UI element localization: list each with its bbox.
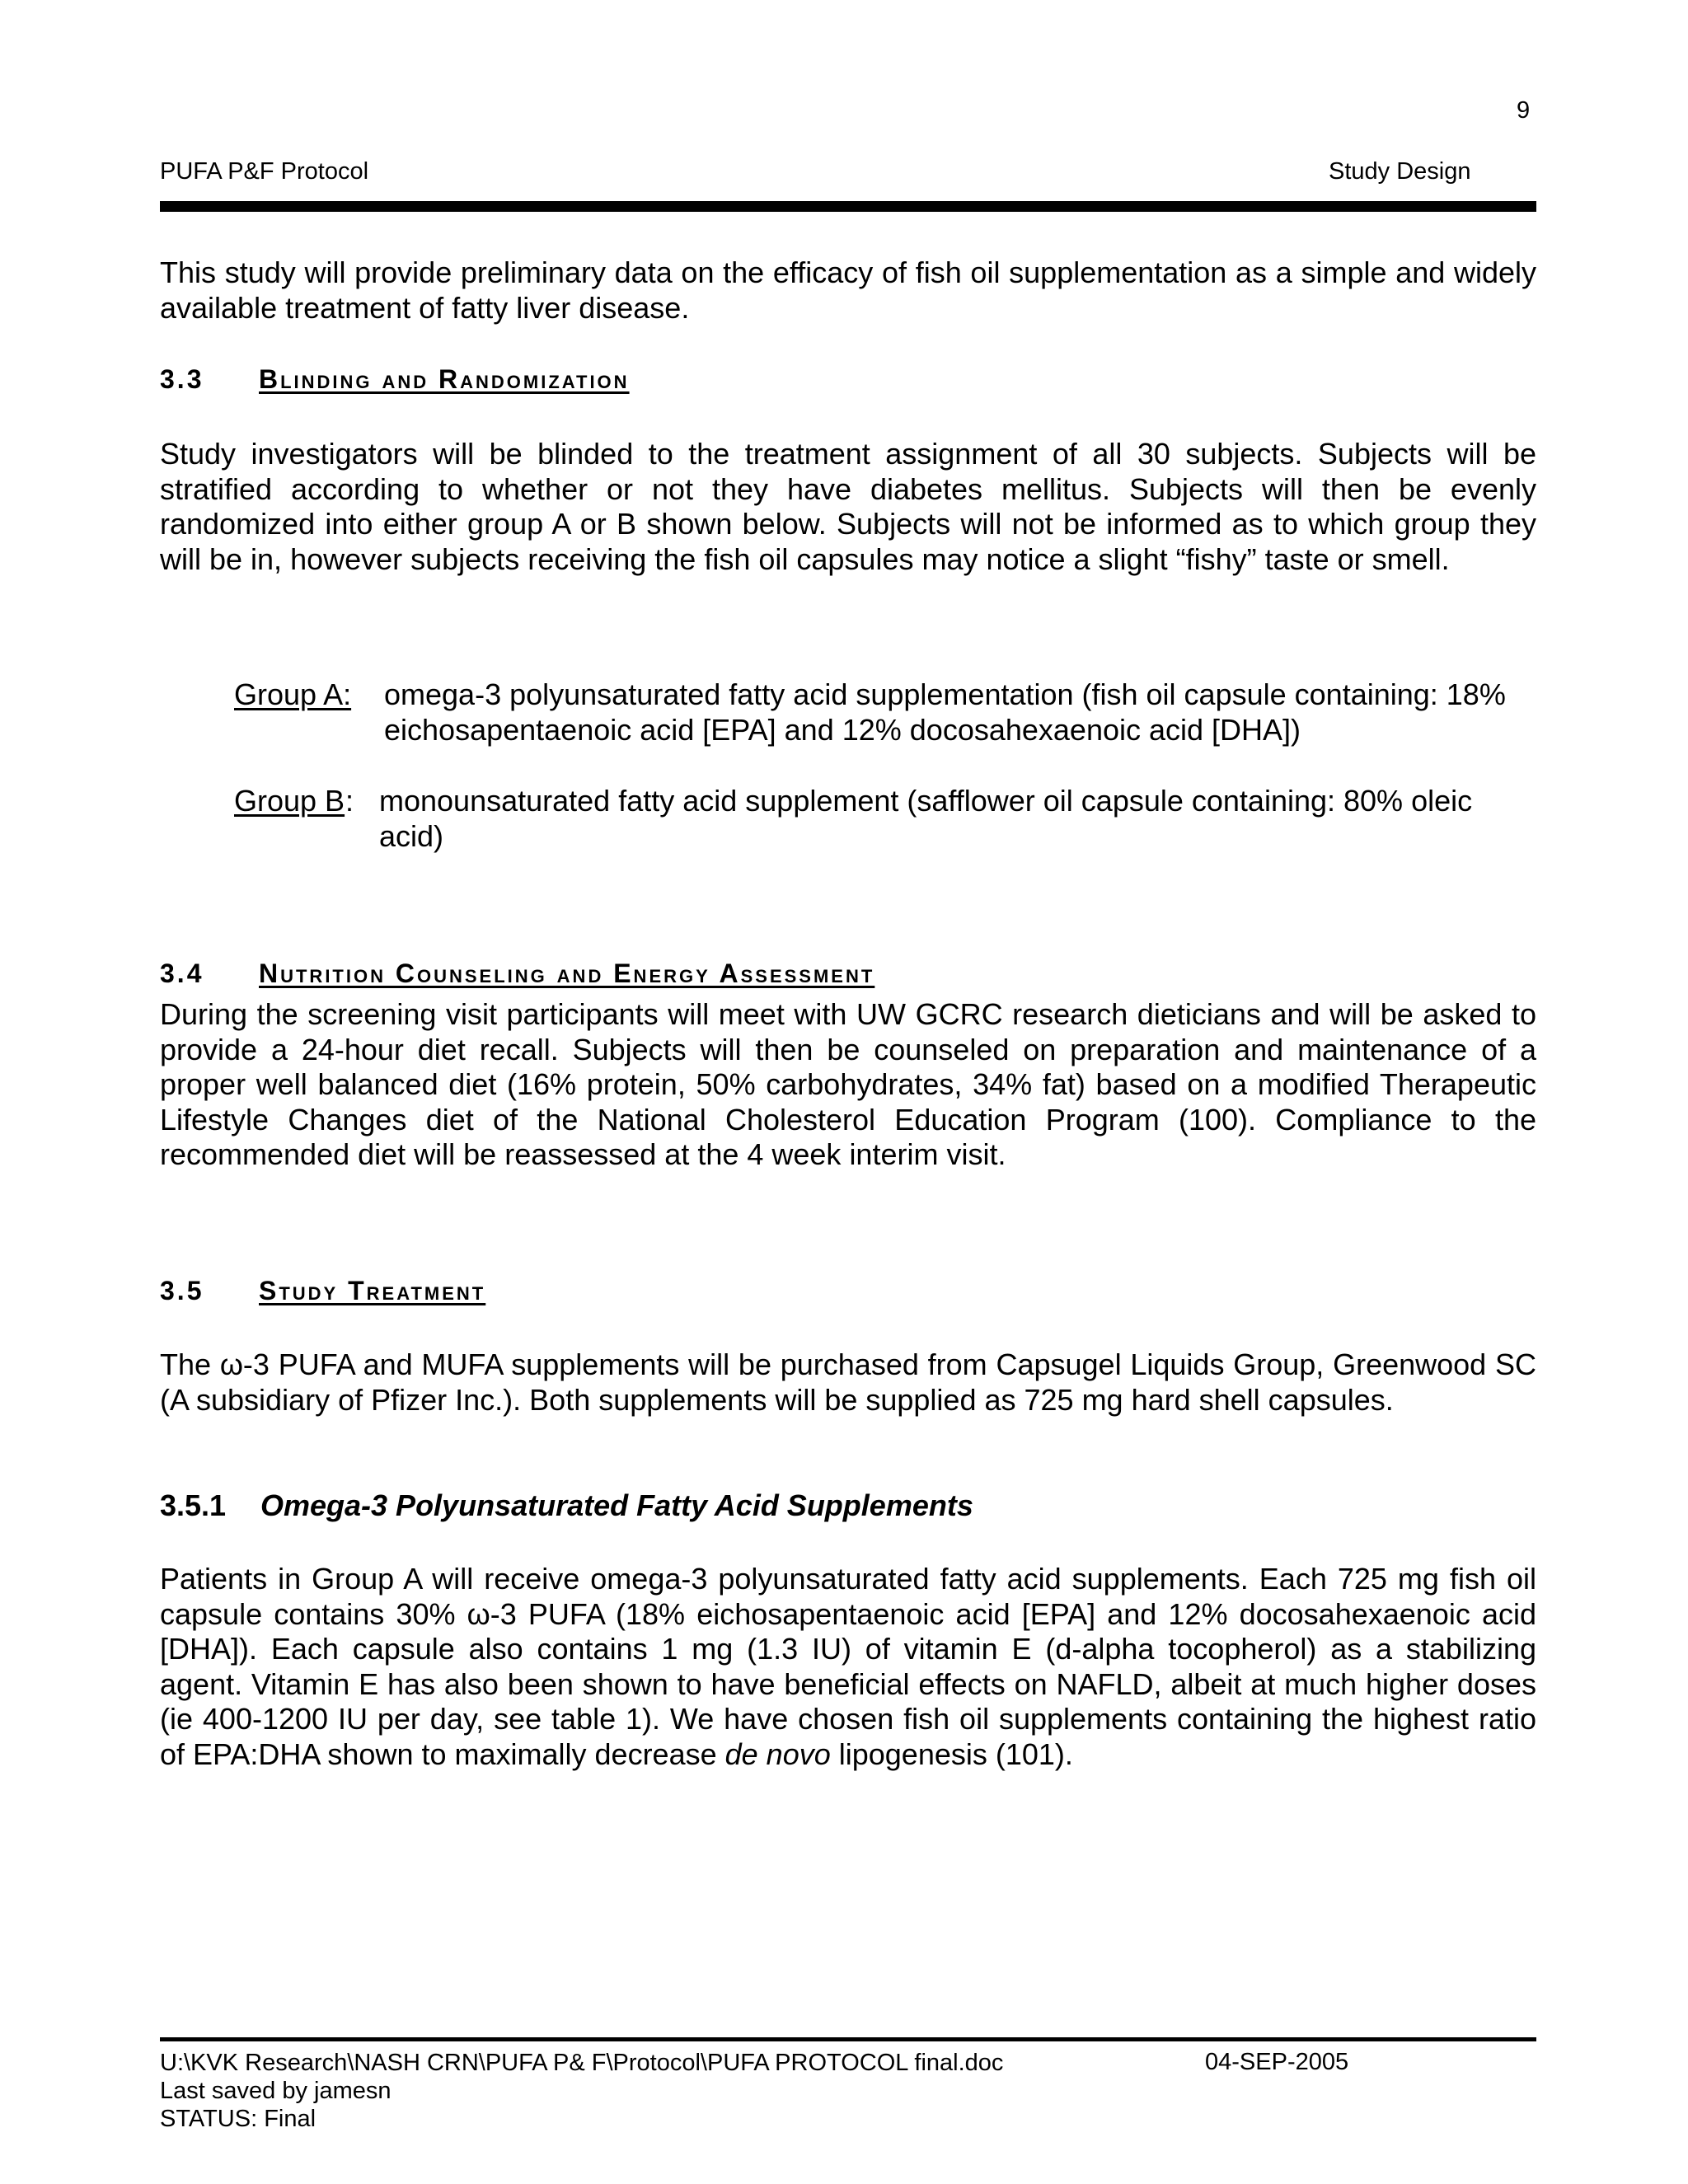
footer-date: 04-SEP-2005 — [1205, 2049, 1349, 2075]
section-3-5-body: The ω-3 PUFA and MUFA supplements will be purchased from Capsugel Liquids Group, Greenwood SC (A subsidiary of Pfizer Inc.). Both supplements will be supplied as 725 mg hard shell capsules. — [160, 1347, 1536, 1417]
section-3-5-heading — [160, 1276, 485, 1306]
header-rule — [160, 201, 1536, 212]
group-b-item — [234, 784, 1536, 858]
body-text-end: lipogenesis (101). — [830, 1736, 1073, 1771]
group-a-description: omega-3 polyunsaturated fatty acid supplementation (fish oil capsule containing: 18% eichosapentaenoic acid [EPA] and 12% docosahexaenoic acid [DHA]) — [384, 677, 1506, 747]
group-b-separator: : — [345, 784, 354, 818]
section-number: 3.5 — [160, 1276, 204, 1305]
section-title: Blinding and Randomization — [259, 364, 630, 394]
section-3-4-heading — [160, 958, 874, 989]
subsection-title: Omega-3 Polyunsaturated Fatty Acid Supplements — [260, 1488, 973, 1522]
section-number: 3.4 — [160, 958, 204, 988]
body-italic-text: de novo — [724, 1736, 831, 1771]
group-b-description: monounsaturated fatty acid supplement (safflower oil capsule containing: 80% oleic acid) — [379, 784, 1473, 853]
group-b-label: Group B — [234, 784, 345, 818]
intro-paragraph: This study will provide preliminary data on the efficacy of fish oil supplementation as a simple and widely available treatment of fatty liver disease. — [160, 255, 1536, 325]
header-document-title: PUFA P&F Protocol — [160, 158, 369, 185]
footer-status: STATUS: Final — [160, 2106, 316, 2132]
body-text: Patients in Group A will receive omega-3 polyunsaturated fatty acid supplements. Each 725 mg fish oil capsule contains 30% ω-3 PUFA (18% eichosapentaenoic acid [EPA] and 12% docosahexaenoic acid [DHA]). Each capsule also contains 1 mg (1.3 IU) of vitamin E (d-alpha tocopherol) as a stabilizing agent. Vitamin E has also been shown to have beneficial effects on NAFLD, albeit at much higher doses (ie 400-1200 IU per day, see table 1). We have chosen fish oil supplements containing the highest ratio of EPA:DHA shown to maximally decrease — [160, 1562, 1536, 1771]
section-title: Study Treatment — [259, 1276, 486, 1305]
group-a-item — [234, 677, 1536, 752]
section-title: Nutrition Counseling and Energy Assessment — [259, 958, 875, 988]
page-number: 9 — [1517, 97, 1531, 124]
section-3-5-1-heading — [160, 1488, 973, 1523]
section-3-5-1-body — [160, 1562, 1536, 1772]
footer-rule — [160, 2037, 1536, 2041]
header-section-title: Study Design — [1329, 158, 1471, 185]
subsection-number: 3.5.1 — [160, 1488, 227, 1522]
section-3-4-body: During the screening visit participants will meet with UW GCRC research dieticians and will be asked to provide a 24-hour diet recall. Subjects will then be counseled on preparation and maintenance of a proper well balanced diet (16% protein, 50% carbohydrates, 34% fat) based on a modified Therapeutic Lifestyle Changes diet of the National Cholesterol Education Program (100). Compliance to the recommended diet will be reassessed at the 4 week interim visit. — [160, 997, 1536, 1171]
section-3-3-body: Study investigators will be blinded to the treatment assignment of all 30 subjects. Subjects will be stratified according to whether or not they have diabetes mellitus. Subjects will then be evenly randomized into either group A or B shown below. Subjects will not be informed as to which group they will be in, however subjects receiving the fish oil capsules may notice a slight “fishy” taste or smell. — [160, 437, 1536, 576]
section-3-3-heading — [160, 364, 630, 395]
section-number: 3.3 — [160, 364, 204, 394]
footer-saved-by: Last saved by jamesn — [160, 2078, 392, 2104]
group-a-label: Group A: — [234, 677, 352, 711]
footer-file-path: U:\KVK Research\NASH CRN\PUFA P& F\Protocol\PUFA PROTOCOL final.doc — [160, 2050, 1004, 2076]
